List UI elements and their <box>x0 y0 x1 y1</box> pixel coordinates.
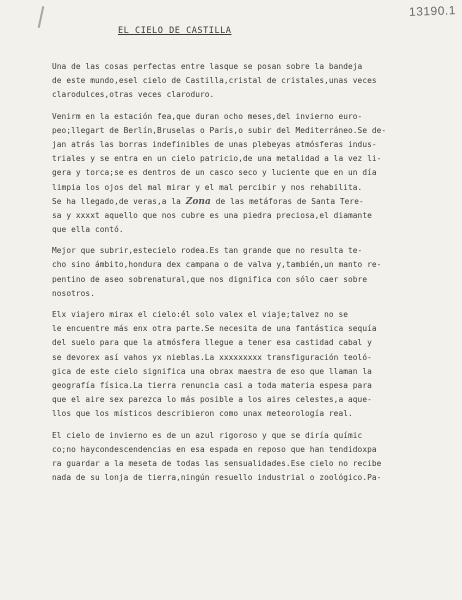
text-line: peo;llegart de Berlín,Bruselas o París,o subir del Mediterráneo.Se de- <box>52 125 387 135</box>
text-line: pentino de aseo sobrenatural,que nos dignifica con sólo caer sobre <box>52 274 368 284</box>
text-line: Elx viajero mirax el cielo:él solo valex el viaje;talvez no se <box>52 310 348 319</box>
folio-number: 13190.1 <box>408 3 457 19</box>
text-line: El cielo de invierno es de un azul rigoroso y que se diría químic <box>52 430 363 440</box>
text-line: gica de este cielo significa una obrax maestra de eso que llaman la <box>52 366 372 376</box>
text-line: Se ha llegado,de veras,a la Zona de las metáforas de Santa Tere- <box>52 196 364 207</box>
document-body <box>52 60 448 492</box>
text-line: clarodulces,otras veces claroduro. <box>52 90 215 100</box>
document-title: EL CIELO DE CASTILLA <box>118 26 232 36</box>
text-line: triales y se entra en un cielo patricio,de una metalidad a la vez li- <box>52 154 382 164</box>
text-line: se devorex así vahos yx nieblas.La xxxxxxxxx transfiguración teoló- <box>52 352 372 362</box>
text-line: co;no haycondescendencias en esa espada en reposo que han tendidoxpa <box>52 444 377 454</box>
text-line: de este mundo,esel cielo de Castilla,cristal de cristales,unas veces <box>52 76 377 86</box>
text-line: limpia los ojos del mal mirar y el mal percibir y nos rehabilita. <box>52 182 363 192</box>
handwritten-insert: Zona <box>185 196 211 207</box>
paragraph <box>52 244 448 301</box>
paragraph <box>52 60 448 103</box>
text-line: le encuentre más enx otra parte.Se necesita de una fantástica sequía <box>52 324 377 334</box>
text-line: jan atrás las borras indefinibles de unas plebeyas atmósferas indus- <box>52 139 377 149</box>
text-line: que el aire sex parezca lo más posible a los aires celestes,a aque- <box>52 395 372 405</box>
text-line: sa y xxxxt aquello que nos cubre es una piedra preciosa,el diamante <box>52 210 372 220</box>
text-line: llos que los místicos describieron como unax meteorología real. <box>52 409 353 419</box>
paragraph <box>52 308 448 422</box>
paragraph <box>52 110 448 238</box>
text-line: cho sino ámbito,hondura dex campana o de valva y,también,un manto re- <box>52 260 382 270</box>
text-line: Venirm en la estación fea,que duran ocho meses,del invierno euro- <box>52 111 363 121</box>
text-line: nada de su lonja de tierra,ningún resuello industrial o zoológico.Pa- <box>52 473 382 483</box>
text-line: del suelo para que la atmósfera llegue a tener esa castidad cabal y <box>52 338 372 348</box>
text-line: nosotros. <box>52 288 95 298</box>
text-line: ra guardar a la meseta de todas las sensualidades.Ese cielo no recibe <box>52 458 382 468</box>
text-line: que ella contó. <box>52 225 124 235</box>
pencil-mark <box>38 6 45 28</box>
paragraph <box>52 429 448 486</box>
text-line: Una de las cosas perfectas entre lasque se posan sobre la bandeja <box>52 62 363 71</box>
text-line: Mejor que subrir,estecielo rodea.Es tan grande que no resulta te- <box>52 246 363 256</box>
text-line: geografía física.La tierra renuncia casi a toda materia espesa para <box>52 380 372 390</box>
text-line: gera y torca;se es dentros de un casco seco y luciente que en un día <box>52 168 377 178</box>
